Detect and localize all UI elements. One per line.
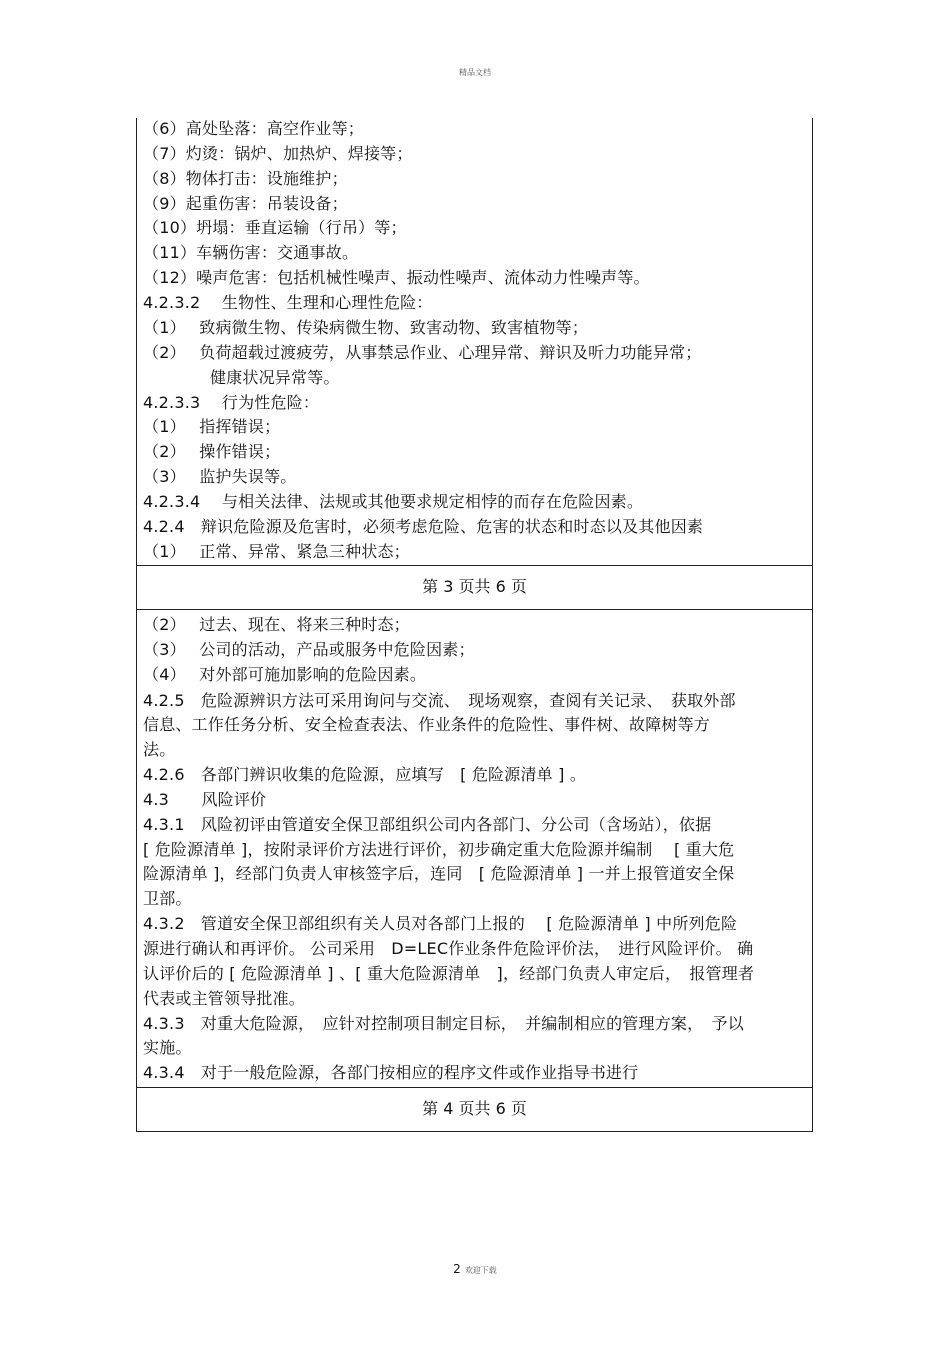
section-heading: 4.3.3 对重大危险源， 应针对控制项目制定目标， 并编制相应的管理方案， 予以 (143, 1014, 744, 1033)
text-line: （9）起重伤害：吊装设备； (143, 194, 348, 213)
text-line: （1） 指挥错误； (143, 417, 281, 436)
page-number: 2 (453, 1262, 461, 1276)
text-line: 实施。 (143, 1038, 192, 1057)
text-line: （1） 致病微生物、传染病微生物、致害动物、致害植物等； (143, 318, 589, 337)
section-heading: 4.2.4 辩识危险源及危害时，必须考虑危险、危害的状态和时态以及其他因素 (143, 517, 704, 536)
text-line: （8）物体打击：设施维护； (143, 169, 348, 188)
page-footer: 第 3 页共 6 页 (136, 565, 813, 610)
text-line: （7）灼烫：锅炉、加热炉、焊接等； (143, 144, 413, 163)
text-line: [ 危险源清单 ]，按附录评价方法进行评价，初步确定重大危险源并编制 [ 重大危 (143, 840, 735, 859)
text-line: （6）高处坠落：高空作业等； (143, 119, 364, 138)
section-heading: 4.2.3.3 行为性危险： (143, 393, 320, 412)
text-line: （1） 正常、异常、紧急三种状态； (143, 542, 410, 561)
text-line: （3） 公司的活动，产品或服务中危险因素； (143, 640, 475, 659)
header-watermark: 精品文档 (459, 68, 491, 77)
bottom-mark-text: 欢迎下载 (464, 1266, 497, 1275)
section-heading: 4.3 风险评价 (143, 790, 267, 809)
text-line: （12）噪声危害：包括机械性噪声、振动性噪声、流体动力性噪声等。 (143, 268, 650, 287)
section-heading: 4.2.3.2 生物性、生理和心理性危险： (143, 293, 433, 312)
text-line: （3） 监护失误等。 (143, 467, 297, 486)
text-line: 法。 (143, 740, 176, 759)
text-line: 信息、工作任务分析、安全检查表法、作业条件的危险性、事件树、故障树等方 (143, 715, 711, 734)
text-line: 险源清单 ]，经部门负责人审核签字后，连同 [ 危险源清单 ] 一并上报管道安全保 (143, 864, 735, 883)
bottom-watermark (0, 1262, 950, 1276)
section-heading: 4.2.5 危险源辨识方法可采用询问与交流、 现场观察，查阅有关记录、 获取外部 (143, 691, 736, 710)
text-line: 健康状况异常等。 (210, 368, 340, 387)
text-line: （11）车辆伤害：交通事故。 (143, 243, 359, 262)
text-line: （2） 负荷超载过渡疲劳，从事禁忌作业、心理异常、辩识及听力功能异常； (143, 343, 702, 362)
section-heading: 4.2.6 各部门辨识收集的危险源，应填写 [ 危险源清单 ] 。 (143, 765, 587, 784)
section-heading: 4.3.2 管道安全保卫部组织有关人员对各部门上报的 [ 危险源清单 ] 中所列危险 (143, 914, 738, 933)
section-heading: 4.2.3.4 与相关法律、法规或其他要求规定相悖的而存在危险因素。 (143, 492, 644, 511)
section-heading: 4.3.1 风险初评由管道安全保卫部组织公司内各部门、分公司（含场站），依据 (143, 815, 712, 834)
text-line: 源进行确认和再评价。 公司采用 D=LEC作业条件危险评价法， 进行风险评价。 确 (143, 939, 754, 958)
section-heading: 4.3.4 对于一般危险源，各部门按相应的程序文件或作业指导书进行 (143, 1063, 639, 1082)
text-line: 代表或主管领导批准。 (143, 989, 306, 1008)
page-footer: 第 4 页共 6 页 (136, 1087, 813, 1132)
text-line: 卫部。 (143, 889, 192, 908)
text-line: （2） 操作错误； (143, 442, 281, 461)
text-line: 认评价后的 [ 危险源清单 ] 、[ 重大危险源清单 ]，经部门负责人审定后， 报管理者 (143, 964, 755, 983)
text-line: （2） 过去、现在、将来三种时态； (143, 615, 410, 634)
text-line: （10）坍塌：垂直运输（行吊）等； (143, 218, 407, 237)
text-line: （4） 对外部可施加影响的危险因素。 (143, 665, 427, 684)
